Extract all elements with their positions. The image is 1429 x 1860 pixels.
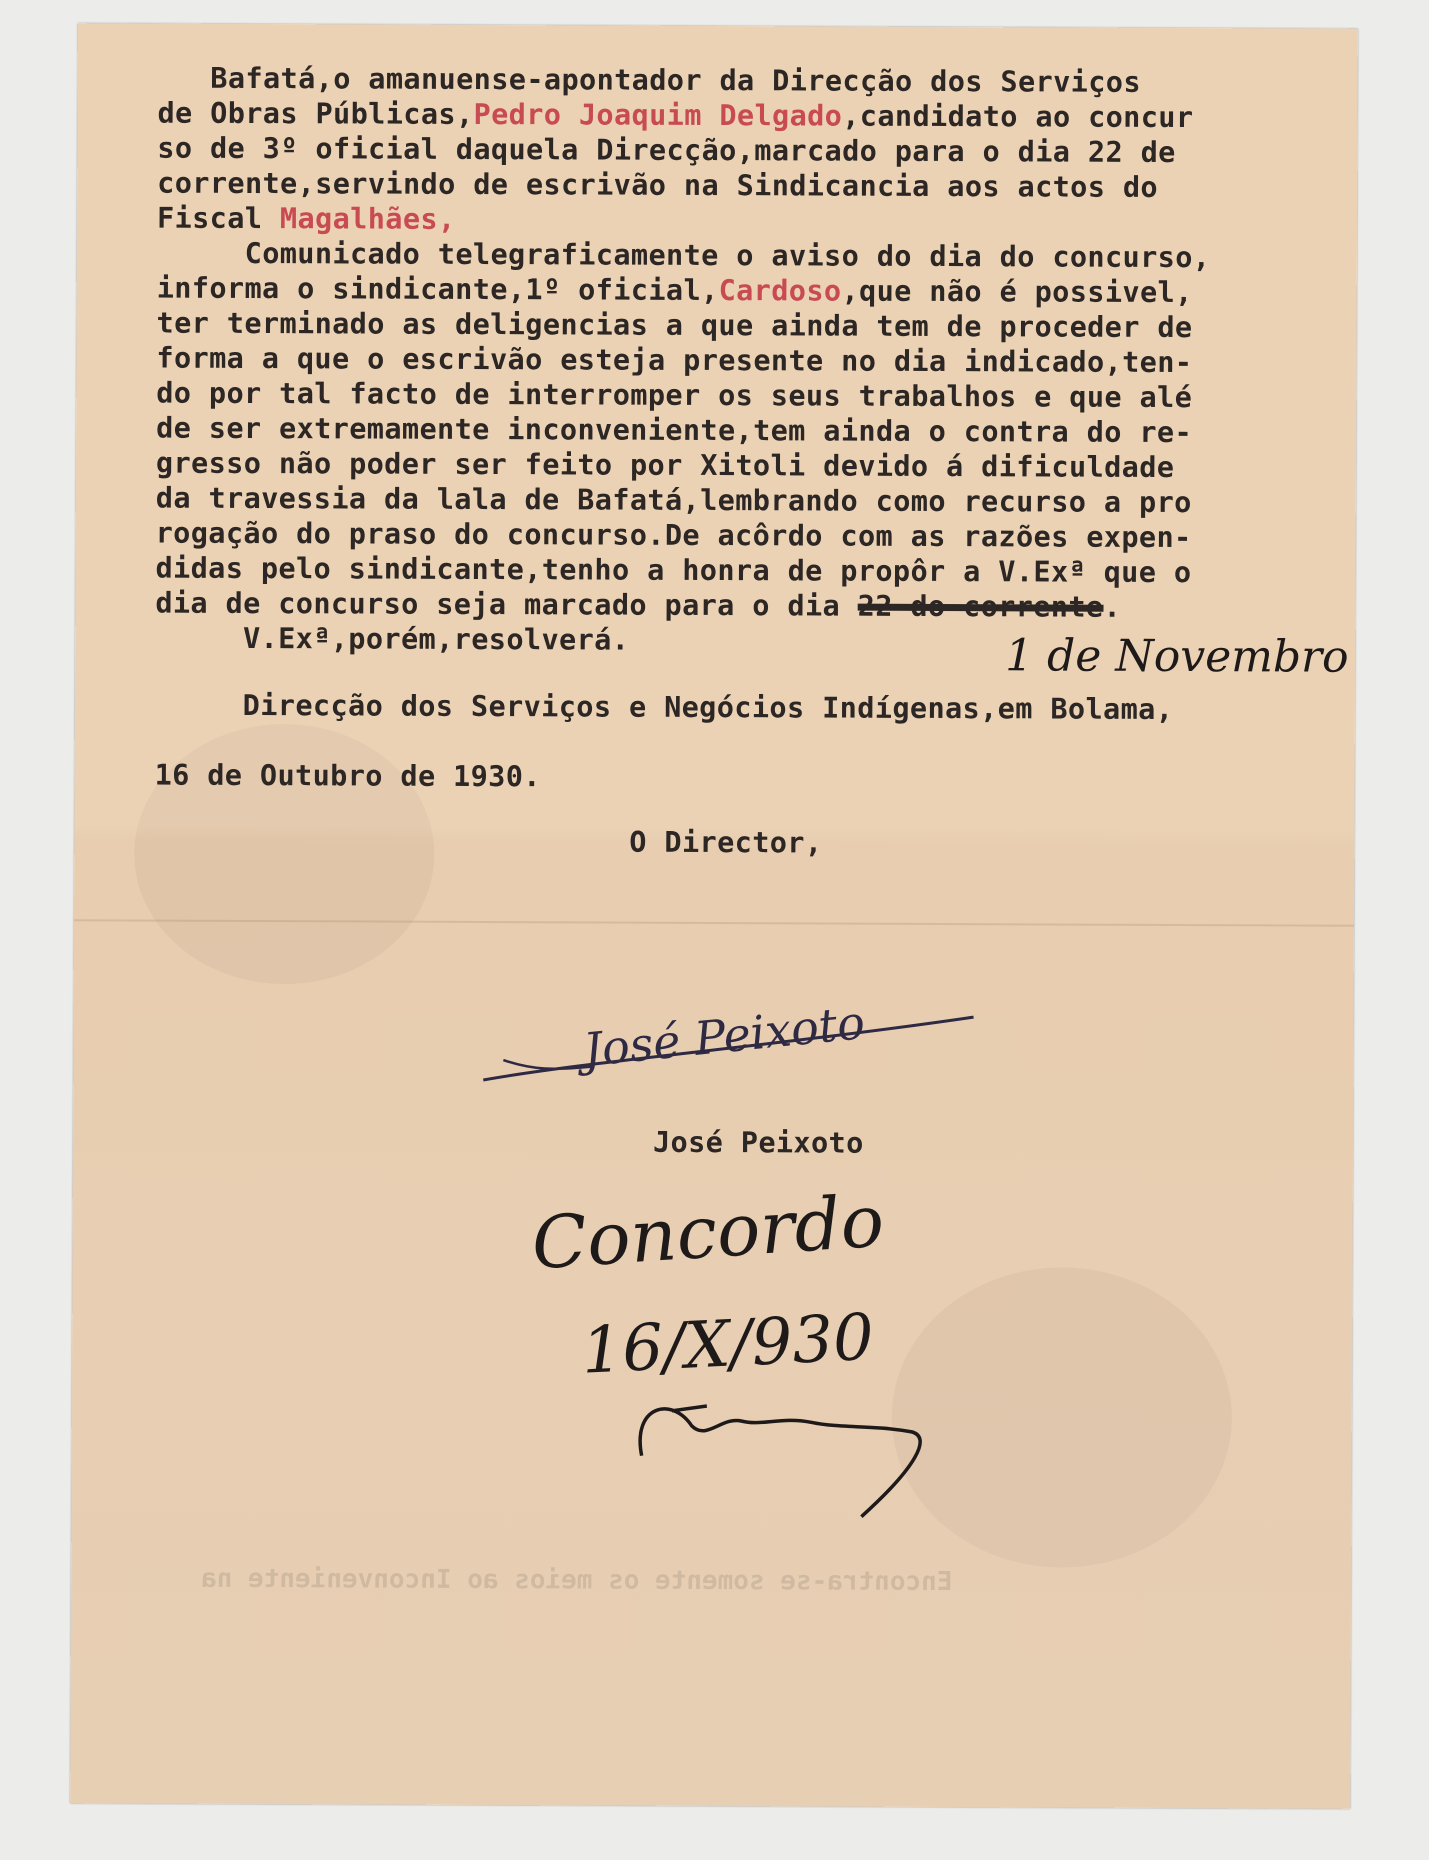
name-fiscal: Magalhães, [279, 202, 456, 236]
text-line: rogação do praso do concurso.De acôrdo com as razões expen- [155, 516, 1192, 555]
text-line: da travessia da lala de Bafatá,lembrando como recurso a pro [155, 481, 1192, 520]
text-line: forma a que o escrivão esteja presente no dia indicado,ten- [156, 341, 1193, 380]
closing-line: Direcção dos Serviços e Negócios Indígenas,em Bolama, [154, 688, 1174, 727]
bleed-through-text: Encontra-se somente os meios ao Inconveniente na [201, 1563, 953, 1598]
text-line: de Obras Públicas,Pedro Joaquim Delgado,candidato ao concur [157, 96, 1194, 135]
approval-word: Concordo [529, 1178, 887, 1286]
director-name: José Peixoto [652, 1125, 864, 1160]
handwritten-new-date [965, 612, 1395, 704]
svg-text:1 de Novembro: 1 de Novembro [1005, 630, 1349, 683]
text-line: ter terminado as deligencias a que ainda tem de proceder de [156, 306, 1193, 345]
text-line: didas pelo sindicante,tenho a honra de propôr a V.Exª que o [155, 551, 1192, 590]
struck-date: 22 do corrente [857, 589, 1104, 624]
text-line: de ser extremamente inconveniente,tem ainda o contra do re- [156, 411, 1193, 450]
text-line: Bafatá,o amanuense-apontador da Direcção dos Serviços [157, 61, 1141, 99]
text-line: informa o sindicante,1º oficial,Cardoso,que não é possivel, [156, 271, 1193, 310]
text-line: do por tal facto de interromper os seus trabalhos e que alé [156, 376, 1193, 415]
text-line: Comunicado telegraficamente o aviso do dia do concurso, [156, 236, 1211, 275]
text-line: corrente,servindo de escrivão na Sindicancia aos actos do [157, 166, 1159, 204]
text-line: so de 3º oficial daquela Direcção,marcado para o dia 22 de [157, 131, 1176, 170]
svg-text:José Peixoto: José Peixoto [580, 995, 868, 1078]
approval-annotation [521, 1165, 1043, 1537]
text-line: V.Exª,porém,resolverá. [155, 621, 630, 657]
name-engineer: Pedro Joaquim Delgado [473, 97, 843, 133]
approval-date: 16/X/930 [579, 1300, 876, 1389]
text-line: gresso não poder ser feito por Xitoli devido á dificuldade [155, 446, 1175, 485]
director-title: O Director, [629, 825, 823, 860]
text-line: Fiscal Magalhães, [156, 201, 456, 236]
text-line: dia de concurso seja marcado para o dia 22 do corrente. [155, 586, 1122, 624]
name-officer: Cardoso [718, 274, 842, 308]
date-line: 16 de Outubro de 1930. [154, 758, 541, 794]
document-page [70, 23, 1358, 1809]
signature-director [473, 970, 1034, 1092]
